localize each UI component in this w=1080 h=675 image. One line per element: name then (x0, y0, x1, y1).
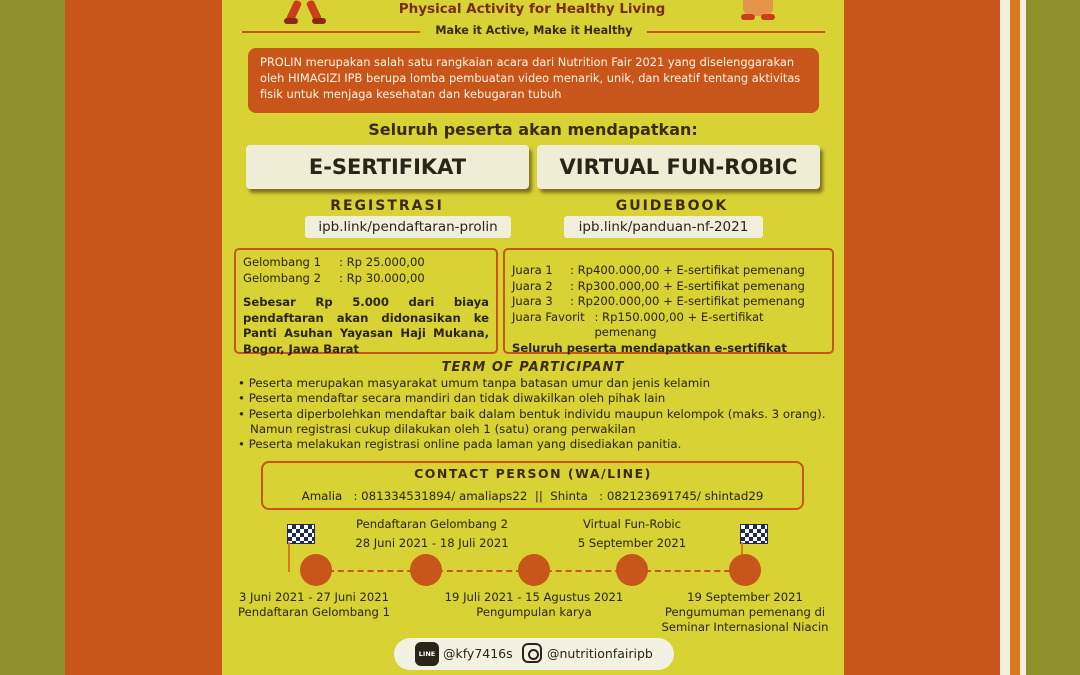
registration-label: REGISTRASI (330, 198, 444, 214)
timeline-bottom-event: 19 Juli 2021 - 15 Agustus 2021 Pengumpulan karya (444, 590, 624, 619)
registration-link[interactable]: ipb.link/pendaftaran-prolin (305, 216, 511, 238)
right-figure-icon (737, 0, 783, 22)
fees-box (234, 248, 498, 354)
terms-heading: TERM OF PARTICIPANT (441, 360, 625, 375)
prize-rank: Juara Favorit (512, 309, 585, 324)
timeline-dot (410, 554, 442, 586)
divider-left (242, 31, 420, 33)
prize-value: : Rp400.000,00 + E-sertifikat pemenang (570, 263, 805, 277)
left-figure-icon (280, 0, 330, 26)
wave2-label: Gelombang 2 (243, 270, 321, 285)
right-stripe (1000, 0, 1010, 675)
terms-list (238, 376, 838, 452)
right-stripe (1010, 0, 1020, 675)
virtual-funrobic-badge: VIRTUAL FUN-ROBIC (537, 145, 820, 189)
description-box: PROLIN merupakan salah satu rangkaian acara dari Nutrition Fair 2021 yang diselenggarakan oleh HIMAGIZI IPB berupa lomba pembuatan video menarik, unik, dan kreatif tentang aktivitas fisik untuk menjaga kesehatan dan kebugaran tubuh (248, 48, 819, 113)
timeline-dot (518, 554, 550, 586)
timeline-dot (729, 554, 761, 586)
poster (222, 0, 844, 675)
timeline-bottom-event: 3 Juni 2021 - 27 Juni 2021 Pendaftaran Gelombang 1 (238, 590, 390, 619)
term-item: • Peserta diperbolehkan mendaftar baik dalam bentuk individu maupun kelompok (maks. 3 orang). (238, 406, 826, 421)
timeline-dot (300, 554, 332, 586)
divider-right (647, 31, 825, 33)
prize-rank: Juara 1 (512, 263, 553, 277)
benefits-heading: Seluruh peserta akan mendapatkan: (368, 120, 698, 139)
line-id[interactable]: @kfy7416s (443, 646, 513, 661)
tagline: Make it Active, Make it Healthy (435, 24, 633, 37)
term-item: • Peserta merupakan masyarakat umum tanpa batasan umur dan jenis kelamin (238, 376, 711, 390)
instagram-icon (522, 643, 542, 663)
timeline-top-event: Virtual Fun-Robic 5 September 2021 (577, 517, 687, 550)
prizes-box (503, 248, 834, 354)
wave1-value: : Rp 25.000,00 (339, 255, 425, 269)
prize-value: : Rp300.000,00 + E-sertifikat pemenang (570, 278, 805, 293)
right-olive-band (1026, 0, 1080, 675)
event-subtitle: Physical Activity for Healthy Living (398, 1, 666, 17)
guidebook-link[interactable]: ipb.link/panduan-nf-2021 (564, 216, 763, 238)
prize-value: : Rp150.000,00 + E-sertifikat pemenang (594, 309, 764, 339)
contact-line: Amalia : 081334531894/ amaliaps22 || Shinta : 082123691745/ shintad29 (301, 489, 764, 503)
left-olive-band (0, 0, 65, 675)
e-certificate-badge: E-SERTIFIKAT (246, 145, 529, 189)
contact-heading: CONTACT PERSON (WA/LINE) (414, 466, 652, 481)
instagram-handle[interactable]: @nutritionfairipb (547, 646, 653, 661)
prize-note: Seluruh peserta mendapatkan e-sertifikat (512, 340, 787, 355)
term-item: • Peserta mendaftar secara mandiri dan tidak diwakilkan oleh pihak lain (238, 391, 666, 406)
timeline-top-event: Pendaftaran Gelombang 2 28 Juni 2021 - 18 Juli 2021 (355, 517, 509, 550)
wave1-label: Gelombang 1 (243, 255, 321, 269)
timeline-dot (616, 554, 648, 586)
term-item: • Peserta melakukan registrasi online pada laman yang disediakan panitia. (238, 437, 682, 452)
prize-rank: Juara 2 (512, 278, 553, 293)
timeline-bottom-event: 19 September 2021 Pengumuman pemenang di Seminar Internasional Niacin (661, 590, 829, 634)
wave2-value: : Rp 30.000,00 (339, 270, 425, 285)
donation-note: Sebesar Rp 5.000 dari biaya pendaftaran akan didonasikan ke Panti Asuhan Yayasan Haji Mukana, Bogor, Jawa Barat (243, 295, 489, 356)
term-item-continued: Namun registrasi cukup dilakukan oleh 1 (satu) orang perwakilan (250, 421, 636, 436)
prize-rank: Juara 3 (512, 294, 553, 308)
line-icon: LINE (415, 642, 439, 666)
guidebook-label: GUIDEBOOK (615, 198, 729, 214)
prize-value: : Rp200.000,00 + E-sertifikat pemenang (570, 294, 805, 308)
